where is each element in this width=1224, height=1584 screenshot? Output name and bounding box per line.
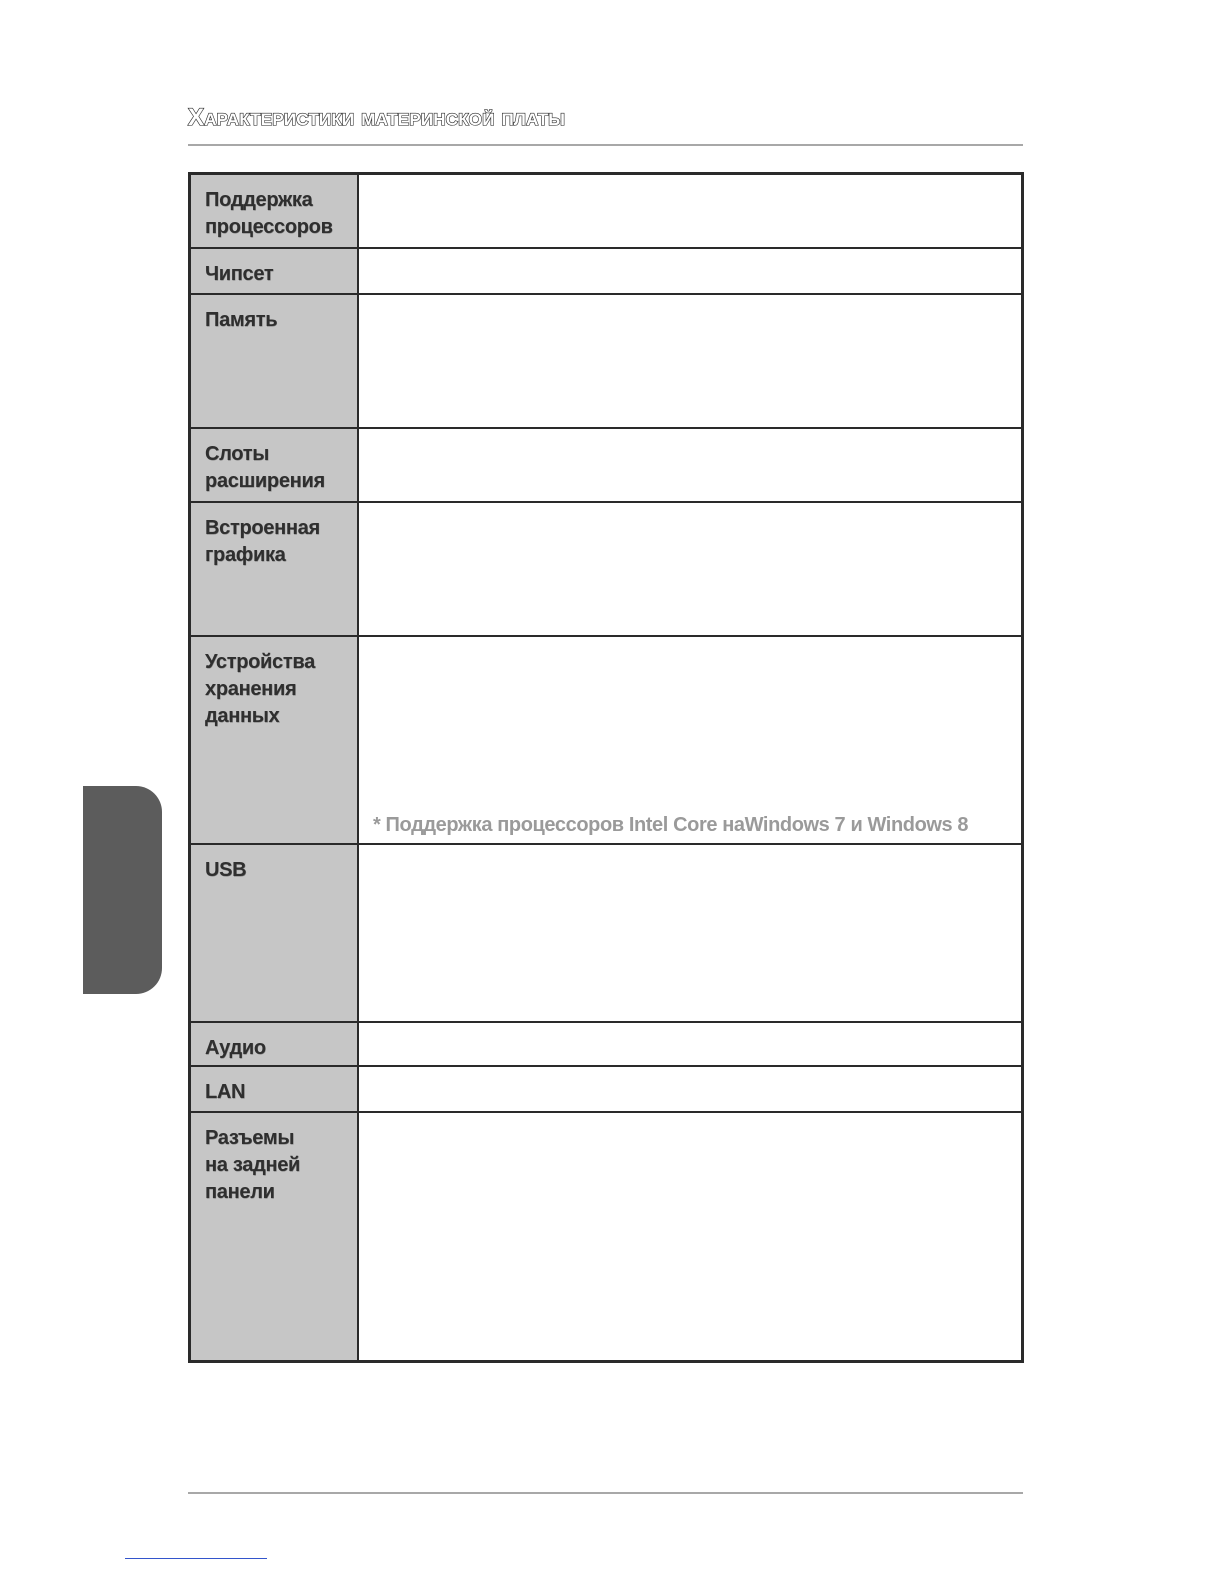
spec-value-graphics xyxy=(358,502,1023,636)
spec-label-storage: Устройства хранения данных xyxy=(190,636,359,844)
spec-value-cpu xyxy=(358,174,1023,248)
title-divider xyxy=(188,144,1023,146)
table-row xyxy=(190,174,1023,248)
spec-label-rear-panel: Разъемы на задней панели xyxy=(190,1112,359,1362)
spec-label-cpu: Поддержка процессоров xyxy=(190,174,359,248)
spec-label-usb: USB xyxy=(190,844,359,1022)
spec-value-memory xyxy=(358,294,1023,428)
spec-table xyxy=(188,172,1024,1363)
table-row xyxy=(190,844,1023,1022)
spec-label-lan: LAN xyxy=(190,1066,359,1112)
footer-divider xyxy=(188,1492,1023,1494)
table-row xyxy=(190,1066,1023,1112)
spec-label-chipset: Чипсет xyxy=(190,248,359,294)
spec-value-chipset xyxy=(358,248,1023,294)
spec-value-storage xyxy=(358,636,1023,844)
spec-value-usb xyxy=(358,844,1023,1022)
spec-value-expansion-slots xyxy=(358,428,1023,502)
spec-label-graphics: Встроенная графика xyxy=(190,502,359,636)
spec-label-expansion-slots: Слоты расширения xyxy=(190,428,359,502)
spec-value-rear-panel xyxy=(358,1112,1023,1362)
storage-footnote: * Поддержка процессоров Intel Core наWindows 7 и Windows 8 xyxy=(373,813,969,836)
spec-value-lan xyxy=(358,1066,1023,1112)
chapter-side-tab xyxy=(83,786,162,994)
table-row xyxy=(190,1022,1023,1066)
spec-label-memory: Память xyxy=(190,294,359,428)
table-row xyxy=(190,248,1023,294)
table-row xyxy=(190,428,1023,502)
bottom-underline xyxy=(125,1558,267,1559)
page-title: Характеристики материнской платы xyxy=(188,104,566,131)
spec-label-audio: Аудио xyxy=(190,1022,359,1066)
table-row xyxy=(190,1112,1023,1362)
table-row xyxy=(190,636,1023,844)
spec-value-audio xyxy=(358,1022,1023,1066)
table-row xyxy=(190,502,1023,636)
table-row xyxy=(190,294,1023,428)
